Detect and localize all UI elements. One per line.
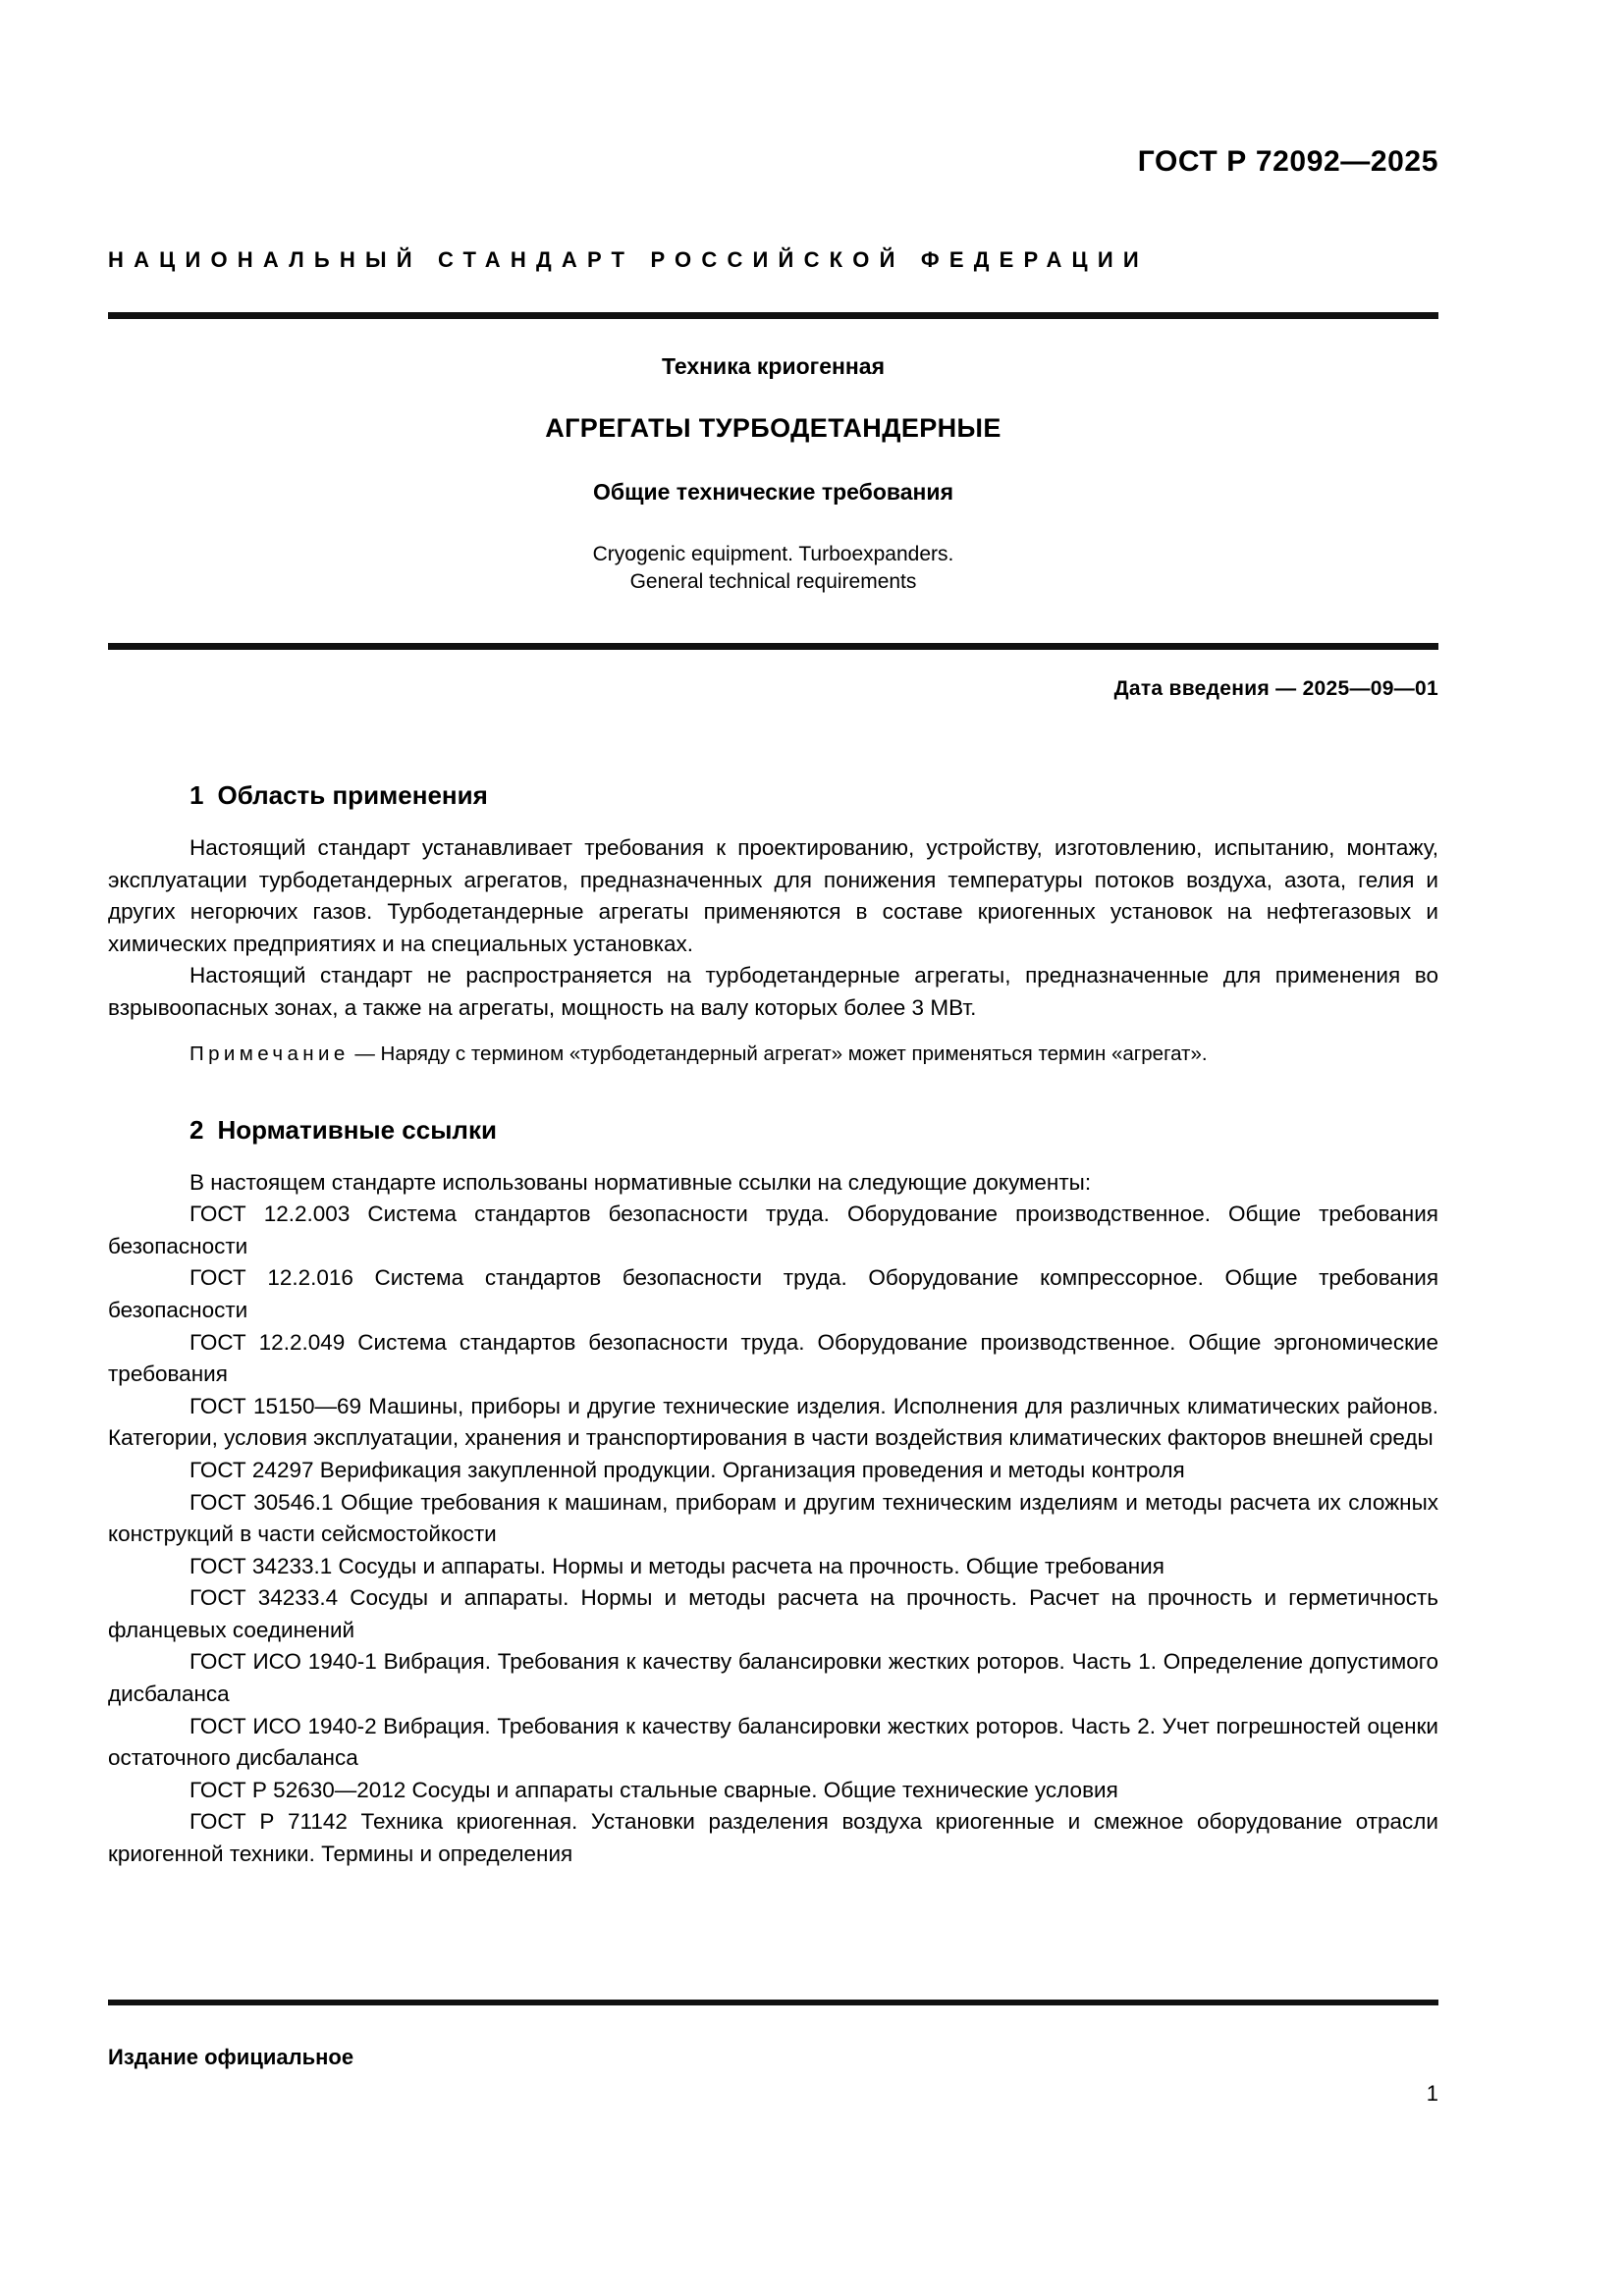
document-code: ГОСТ Р 72092—2025 [1137, 145, 1438, 178]
note-label: Примечание [189, 1041, 350, 1065]
section-2-title: Нормативные ссылки [217, 1114, 497, 1145]
reference-item: ГОСТ Р 71142 Техника криогенная. Установки разделения воздуха криогенные и смежное оборудование отрасли криогенной техники. Термины и определения [108, 1809, 1438, 1867]
section-1-paragraph-1: Настоящий стандарт устанавливает требования к проектированию, устройству, изготовлению, испытанию, монтажу, эксплуатации турбодетандерных агрегатов, предназначенных для понижения температуры потоков воздуха, азота, гелия и других негорючих газов. Турбодетандерные агрегаты применяются в составе криогенных установок на нефтегазовых и химических предприятиях и на специальных установках. [108, 835, 1438, 956]
reference-item: ГОСТ 30546.1 Общие требования к машинам, приборам и другим техническим изделиям и методы расчета их сложных конструкций в части сейсмостойкости [108, 1489, 1438, 1547]
reference-item: ГОСТ 24297 Верификация закупленной продукции. Организация проведения и методы контроля [189, 1457, 1185, 1482]
title-english-line1: Cryogenic equipment. Turboexpanders. [592, 543, 954, 565]
note-text: — Наряду с термином «турбодетандерный агрегат» может применяться термин «агрегат». [349, 1041, 1208, 1065]
title-divider-rule [108, 643, 1438, 650]
reference-item: ГОСТ 12.2.003 Система стандартов безопасности труда. Оборудование производственное. Общие требования безопасности [108, 1201, 1438, 1258]
section-2-number: 2 [189, 1114, 204, 1145]
reference-item: ГОСТ 34233.4 Сосуды и аппараты. Нормы и методы расчета на прочность. Расчет на прочность и герметичность фланцевых соединений [108, 1585, 1438, 1642]
section-1-paragraph-2: Настоящий стандарт не распространяется на турбодетандерные агрегаты, предназначенные для применения во взрывоопасных зонах, а также на агрегаты, мощность на валу которых более 3 МВт. [108, 963, 1438, 1020]
reference-item: ГОСТ 15150—69 Машины, приборы и другие технические изделия. Исполнения для различных климатических районов. Категории, условия эксплуатации, хранения и транспортирования в части воздействия климатических факторов внешней среды [108, 1393, 1438, 1451]
section-1-title: Область применения [217, 780, 488, 810]
reference-item: ГОСТ 12.2.049 Система стандартов безопасности труда. Оборудование производственное. Общие эргономические требования [108, 1329, 1438, 1387]
page-number: 1 [1426, 2081, 1438, 2106]
footer-divider-rule [108, 2000, 1438, 2005]
reference-item: ГОСТ ИСО 1940-1 Вибрация. Требования к качеству балансировки жестких роторов. Часть 1. Определение допустимого дисбаланса [108, 1649, 1438, 1707]
section-2-heading [108, 1115, 1438, 1146]
official-edition-label: Издание официальное [108, 2045, 354, 2069]
reference-item: ГОСТ 34233.1 Сосуды и аппараты. Нормы и методы расчета на прочность. Общие требования [189, 1553, 1164, 1578]
document-body [108, 780, 1438, 1871]
title-english-line2: General technical requirements [629, 570, 917, 594]
title-subtitle-bottom: Общие технические требования [592, 479, 953, 505]
normative-reference-list [108, 1199, 1438, 1870]
header-divider-rule [108, 312, 1438, 319]
section-2-lead: В настоящем стандарте использованы нормативные ссылки на следующие документы: [189, 1169, 1092, 1195]
title-block [108, 353, 1438, 597]
national-standard-header: НАЦИОНАЛЬНЫЙ СТАНДАРТ РОССИЙСКОЙ ФЕДЕРАЦИИ [108, 247, 1149, 272]
title-english [108, 541, 1438, 597]
introduction-date: Дата введения — 2025—09—01 [1113, 677, 1438, 700]
section-1-number: 1 [189, 780, 204, 810]
title-main: АГРЕГАТЫ ТУРБОДЕТАНДЕРНЫЕ [545, 413, 1001, 443]
section-1-note [108, 1039, 1438, 1070]
section-1-heading [108, 780, 1438, 811]
reference-item: ГОСТ Р 52630—2012 Сосуды и аппараты стальные сварные. Общие технические условия [189, 1777, 1118, 1802]
reference-item: ГОСТ ИСО 1940-2 Вибрация. Требования к качеству балансировки жестких роторов. Часть 2. Учет погрешностей оценки остаточного дисбаланса [108, 1713, 1438, 1771]
reference-item: ГОСТ 12.2.016 Система стандартов безопасности труда. Оборудование компрессорное. Общие требования безопасности [108, 1265, 1438, 1322]
title-subtitle-top: Техника криогенная [661, 353, 886, 379]
